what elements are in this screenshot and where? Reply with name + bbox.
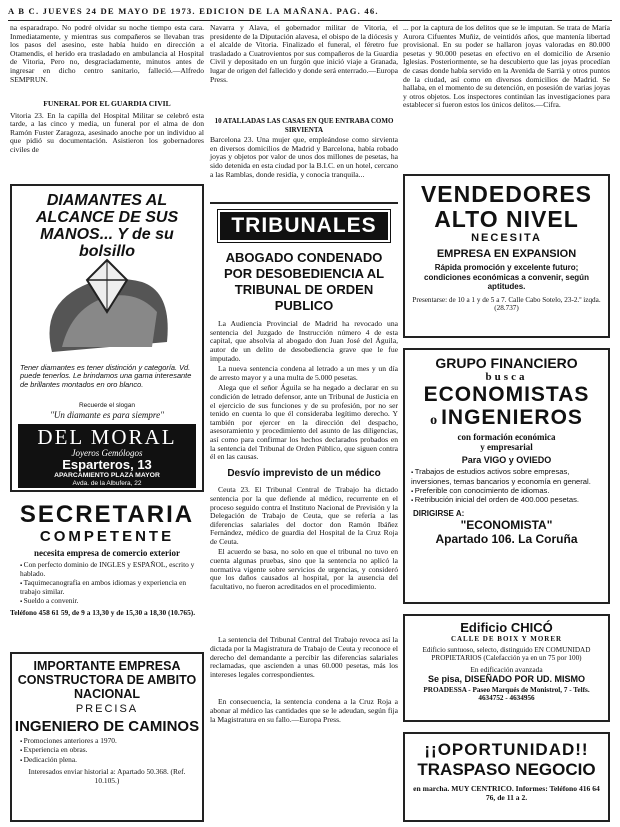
diamonds-slogan: "Un diamante es para siempre": [50, 410, 164, 420]
page-header-text: A B C. JUEVES 24 DE MAYO DE 1973. EDICION DE LA MAÑANA. PAG. 46.: [8, 6, 379, 16]
divider: [210, 202, 398, 204]
page-header: [8, 6, 612, 21]
secretaria-need: necesita empresa de comercio exterior: [33, 548, 181, 558]
secretaria-phone: Teléfono 458 61 59, de 9 a 13,30 y de 15,30 a 18,30 (10.765).: [10, 608, 196, 618]
chico-ad: [403, 614, 610, 722]
ingeniero-ad: [10, 652, 204, 822]
economistas-line7: y empresarial: [480, 442, 533, 452]
economistas-or-row: [405, 406, 608, 432]
economistas-dir2: Apartado 106. La Coruña: [435, 532, 578, 547]
diamonds-headline: DIAMANTES AL ALCANCE DE SUS MANOS... Y de su bolsillo: [35, 192, 179, 260]
vendedores-line2: ALTO NIVEL: [434, 206, 579, 232]
column-1: [10, 24, 204, 824]
ingeniero-line2: PRECISA: [75, 703, 139, 715]
list-item: ▪ Con perfecto dominio de INGLES y ESPAÑOL, escrito y hablado.: [20, 561, 204, 579]
chico-line5: Se pisa, DISEÑADO POR UD. MISMO: [427, 673, 586, 684]
secretaria-requirements: [20, 561, 204, 606]
brand-subtitle: Joyeros Gemólogos: [71, 448, 143, 458]
ingeniero-requirements: [20, 737, 202, 765]
del-moral-logo: [18, 424, 196, 488]
economistas-ad: [403, 348, 610, 604]
economistas-line2: busca: [485, 371, 528, 383]
secretaria-ad: [10, 502, 204, 642]
funeral-text: Vitoria 23. En la capilla del Hospital Militar se celebró esta tarde, a las cinco y media, un funeral por el alma de don Ramón Fuster Zaragoza, asesinado anoche por un individuo al que pidió su documentación. Asistieron los gobernadores civiles de: [10, 110, 204, 154]
traspaso-line2: TRASPASO NEGOCIO: [417, 760, 596, 779]
traspaso-ad: [403, 732, 610, 822]
secretaria-subtitle: COMPETENTE: [39, 528, 175, 545]
economistas-line8: Para VIGO y OVIEDO: [461, 455, 552, 465]
chico-line4: En edificación avanzada: [470, 664, 543, 674]
vendedores-line5: Rápida promoción y excelente futuro; condiciones económicas a convenir, según aptitudes.: [424, 263, 589, 291]
funeral-title: FUNERAL POR EL GUARDIA CIVIL: [43, 99, 171, 108]
economistas-line1: GRUPO FINANCIERO: [435, 355, 578, 371]
diamonds-body: Tener diamantes es tener distinción y categoría. Vd. puede tenerlos. Le brindamos una gama interesante de brillantes montados en oro blanco.: [20, 363, 192, 389]
ingeniero-contact: Interesados enviar historial a: Apartado 50.368. (Ref. 10.105.): [28, 767, 186, 785]
ingeniero-line1: IMPORTANTE EMPRESA CONSTRUCTORA DE AMBITO NACIONAL: [17, 659, 197, 701]
tribunales-banner-text: TRIBUNALES: [231, 214, 377, 238]
article-headline: ABOGADO CONDENADO POR DESOBEDIENCIA AL TRIBUNAL DE ORDEN PUBLICO: [223, 250, 385, 314]
traspaso-line3: en marcha. MUY CENTRICO. Informes: Teléfono 416 64 76, de 11 a 2.: [413, 784, 600, 802]
article-paragraph: En consecuencia, la sentencia condena a la Cruz Roja a abonar al médico las cantidades que se le adeudan, según fija la Magistratura en su fallo.—Europa Press.: [210, 697, 398, 724]
article-paragraph: La sentencia del Tribunal Central del Trabajo revoca así la dictada por la Magistratura de Trabajo de Ceuta y reconoce el derecho del demandante a percibir las diferencias salariales reclamadas, que ascienden a unas 60.000 pesetas, más los intereses legales correspondientes.: [210, 635, 398, 679]
article-paragraph: Ceuta 23. El Tribunal Central de Trabajo ha dictado sentencia por la que defiende al médico, recurrente en el proceso seguido contra el Instituto Nacional de Previsión y la Delegación de Trabajo de Ceuta, que se refería a las diferencias salariales del doctor don Ramón Ibáñez Fernández, médico de guardia del Hospital de la Cruz Roja de Ceuta.: [210, 485, 398, 546]
vendedores-line6: Presentarse: de 10 a 1 y de 5 a 7. Calle Cabo Sotelo, 23-2.º izqda. (28.737): [412, 295, 601, 312]
column-2: [210, 24, 398, 824]
vendedores-line4: EMPRESA EN EXPANSION: [436, 248, 577, 260]
brand-parking: APARCAMIENTO PLAZA MAYOR: [54, 472, 160, 479]
economistas-line6: con formación económica: [457, 432, 556, 442]
economistas-line3: ECONOMISTAS: [423, 383, 590, 406]
chico-line2: CALLE DE BOIX Y MORER: [450, 635, 563, 643]
intro-text: na esparadrapo. No podré olvidar su noche tiempo esta cara. Inmediatamente, y mientras sus compañeros se llevaban tras los pasos del asesino, este había huido en dirección a Otamendis, el herido era trasladado en ambulancia al Hospital de Vitoria, Pero no, desgraciadamente, minutos antes de ingresar en dicho centro sanitario, falleció.—Alfredo SEMPRUN.: [10, 23, 204, 84]
funeral-continuation: Navarra y Alava, el gobernador militar de Vitoria, el presidente de la Diputación alavesa, el obispo de la diócesis y el alcalde de Vitoria. Finalizado el funeral, el féretro fue trasladado a Cuatrovientos por sus compañeros de la Guardia Civil y depositado en un furgón que inició viaje a Granada, lugar de origen del fallecido y donde será enterrado.—Europa Press.: [210, 23, 398, 84]
list-item: ▪ Sueldo a convenir.: [20, 597, 204, 606]
economistas-line5: INGENIEROS: [441, 406, 583, 429]
traspaso-line1: ¡¡OPORTUNIDAD!!: [424, 740, 589, 759]
chico-line3: Edificio suntuoso, selecto, distinguido EN COMUNIDAD PROPIETARIOS (Calefacción ya en un 75 por 100): [422, 646, 591, 663]
chico-line6: PROADESSA - Paseo Marqués de Monistrol, 7 - Telfs. 4634752 - 4634956: [423, 685, 590, 703]
diamonds-slogan-label: Recuerde el slogan: [78, 402, 135, 409]
robbery-title: 10 ATALLADAS LAS CASAS EN QUE ENTRABA COMO SIRVIENTA: [214, 117, 394, 134]
ingeniero-line3: INGENIERO DE CAMINOS: [14, 718, 200, 735]
economistas-dir1: "ECONOMISTA": [460, 518, 553, 533]
tribunales-banner: [218, 210, 390, 242]
list-item: ▪ Promociones anteriores a 1970.: [20, 737, 202, 746]
list-item: ▪ Preferible con conocimiento de idiomas.: [411, 487, 602, 497]
secretaria-title: SECRETARIA: [19, 501, 195, 528]
list-item: ▪ Trabajos de estudios activos sobre empresas, inversiones, temas bancarios y economía en general.: [411, 468, 602, 487]
economistas-requirements: [411, 468, 602, 506]
article-paragraph: La nueva sentencia condena al letrado a un mes y un día de arresto mayor y a una multa de 5.000 pesetas.: [210, 364, 398, 382]
column-3: [403, 24, 610, 824]
vendedores-ad: [403, 174, 610, 338]
economistas-line4: o: [430, 413, 438, 428]
list-item: ▪ Experiencia en obras.: [20, 746, 202, 755]
list-item: ▪ Taquimecanografía en ambos idiomas y experiencia en trabajo similar.: [20, 579, 204, 597]
article-paragraph: La Audiencia Provincial de Madrid ha revocado una sentencia del Juzgado de Instrucción número 4 de esta capital, que absolvía al abogado don Juan José del Águila, autor de un delito de desobediencia grave que le fue imputado.: [210, 319, 398, 363]
vendedores-line1: VENDEDORES: [420, 181, 593, 207]
brand-address: Esparteros, 13: [62, 457, 152, 472]
economistas-dir-label: DIRIGIRSE A:: [413, 509, 465, 519]
diamonds-ad: [10, 184, 204, 492]
article-paragraph: Alega que el señor Águila se ha negado a declarar en su condición de letrado defensor, ante un Tribunal de Justicia en el ejercicio de sus funciones y de su profesión, por no ser tenido en cuenta lo que él consideraba legítimo derecho. Y también por ejercer en la dirección del despacho, asesoramiento y procedimiento del asunto de las diligencias, así como para confirmar los hechos declarados probados en la sentencia del Tribunal de Orden Público, que siguen contra él en las causas.: [210, 383, 398, 462]
vendedores-line3: NECESITA: [471, 232, 542, 244]
robbery-text: Barcelona 23. Una mujer que, empleándose como sirvienta en diversos domicilios de Madrid y Barcelona, había robado joyas y objetos por valor de unos dos millones de pesetas, ha sido detenida en esta ciudad por la B.I.C. en un hotel, cercano a las Ramblas, donde residía, y conocía tranquila...: [210, 135, 398, 179]
hand-diamond-icon: [32, 252, 182, 360]
robbery-continuation: ... por la captura de los delitos que se le imputan. Se trata de María Aurora Cifuentes Muñiz, de veintidós años, que mantenía libertad provisional. En su poder se hallaron joyas valoradas en 80.000 pesetas y 90.000 pesetas en efectivo en el domicilio de Arsenio Iglesias. Posteriormente, se ha descubierto que las joyas procedían de casas donde había servido en la Avenida de Sarrià y otros puntos de la ciudad, así como en diversos domicilios de Madrid. Se hallaba, en el momento de su detención, en posesión de varias joyas y otros objetos. Los inspectores continúan las investigaciones para establecer si fueron estos los únicos delitos.—Cifra.: [403, 23, 610, 110]
brand-name: DEL MORAL: [37, 425, 177, 449]
brand-branch: Avda. de la Albufera, 22: [72, 480, 142, 487]
list-item: ▪ Dedicación plena.: [20, 756, 202, 765]
list-item: ▪ Retribución inicial del orden de 400.000 pesetas.: [411, 496, 602, 506]
article-subheading: Desvío imprevisto de un médico: [227, 468, 381, 480]
article-paragraph: El acuerdo se basa, no solo en que el tribunal no tuvo en cuenta algunas pruebas, sino que la sentencia no aplicó la normativa vigente sobre servicios de urgencias, y consideró que los daños causados al hospital, por la ausencia del facultativo, no fueron acreditados en el procedimiento.: [210, 547, 398, 591]
chico-line1: Edificio CHICÓ: [460, 620, 553, 635]
